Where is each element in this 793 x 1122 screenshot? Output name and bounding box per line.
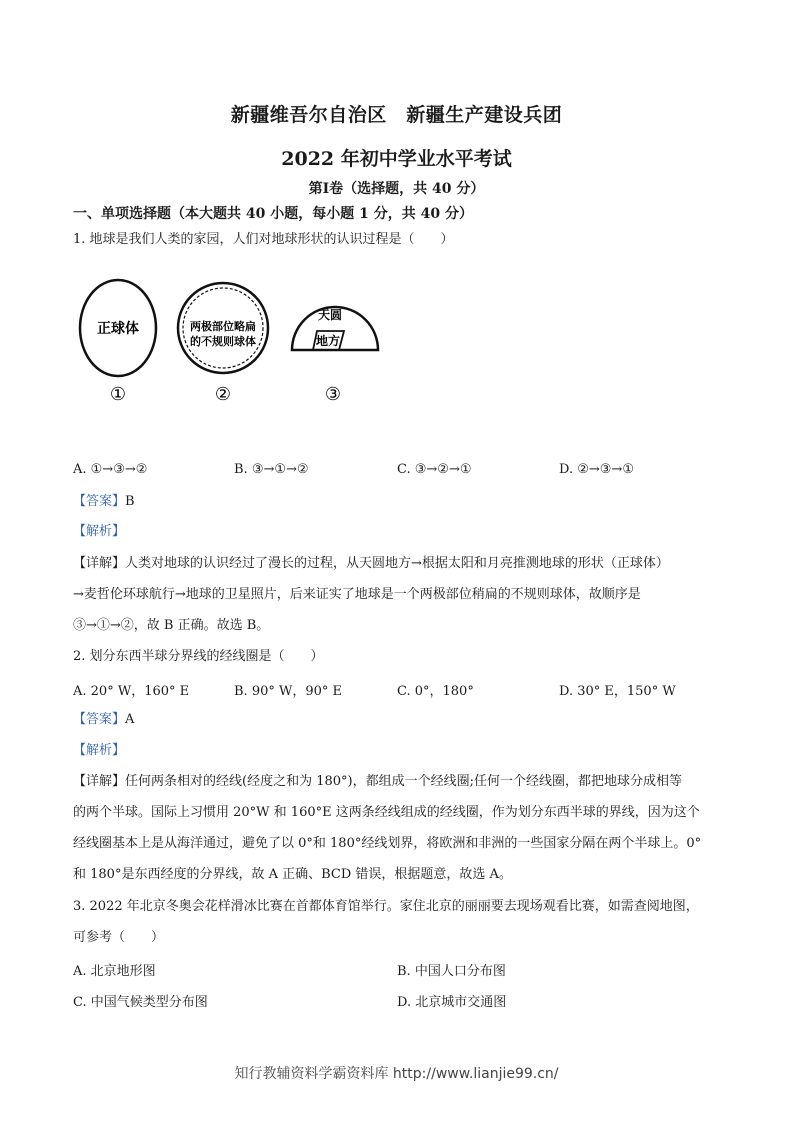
q1-option-c: C. ③→②→①: [397, 462, 472, 477]
q1-detail-line-2: →麦哲伦环球航行→地球的卫星照片，后来证实了地球是一个两极部位稍扁的不规则球体，故顺序是: [73, 587, 641, 602]
detail-tag: 【详解】: [73, 774, 126, 789]
dome-label-bottom: 地方: [315, 334, 341, 348]
q1-analysis-tag: 【解析】: [73, 524, 126, 539]
answer-value: B: [125, 494, 135, 509]
oblate-label-line2: 的不规则球体: [190, 335, 256, 348]
q3-option-a: A. 北京地形图: [73, 964, 156, 979]
q2-option-b: B. 90° W，90° E: [234, 684, 343, 699]
figure-label-1: ①: [109, 384, 127, 405]
oblate-label-line1: 两极部位略扁: [190, 320, 256, 333]
section-heading: 一、单项选择题（本大题共 40 小题，每小题 1 分，共 40 分）: [73, 206, 473, 222]
exam-title-region: 新疆维吾尔自治区 新疆生产建设兵团: [230, 104, 563, 126]
q2-detail-line-3: 经线圈基本上是从海洋通过，避免了以 0°和 180°经线划界，将欧洲和非洲的一些国家分隔在两个半球上。0°: [73, 836, 702, 851]
q2-stem: 2. 划分东西半球分界线的经线圈是（ ）: [73, 649, 324, 664]
q3-option-d: D. 北京城市交通图: [397, 995, 507, 1010]
q2-detail-line-1: [73, 773, 682, 791]
q2-analysis-tag: 【解析】: [73, 743, 126, 758]
answer-value: A: [125, 712, 135, 727]
detail-tag: 【详解】: [73, 556, 126, 571]
volume-heading: 第Ⅰ卷（选择题，共 40 分）: [308, 181, 485, 197]
q2-detail-line-4: 和 180°是东西经度的分界线，故 A 正确、BCD 错误，根据题意，故选 A。: [73, 867, 512, 882]
q1-detail-line-3: ③→①→②，故 B 正确。故选 B。: [73, 618, 270, 633]
q2-option-a: A. 20° W，160° E: [73, 684, 190, 699]
figure-label-2: ②: [214, 384, 232, 405]
footer-watermark: 知行教辅资料学霸资料库 http://www.lianjie99.cn/: [234, 1066, 559, 1082]
q2-option-c: C. 0°，180°: [397, 684, 474, 699]
figure-label-3: ③: [324, 384, 342, 405]
q2-option-d: D. 30° E，150° W: [559, 684, 676, 699]
q1-detail-line-1: [73, 555, 669, 573]
q3-option-b: B. 中国人口分布图: [397, 964, 506, 979]
q1-stem: 1. 地球是我们人类的家园，人们对地球形状的认识过程是（ ）: [73, 232, 454, 247]
q1-option-a: A. ①→③→②: [73, 462, 148, 477]
exam-title-year: 2022 年初中学业水平考试: [281, 148, 512, 170]
sphere-label: 正球体: [97, 321, 139, 337]
dome-label-top: 天圆: [317, 308, 343, 322]
answer-tag: 【答案】: [73, 712, 126, 727]
q2-detail-line-2: 的两个半球。国际上习惯用 20°W 和 160°E 这两条经线组成的经线圈，作为划分东西半球的界线，因为这个: [73, 805, 700, 820]
q2-answer: [73, 711, 134, 729]
q1-earth-shape-figure: [73, 275, 393, 410]
q1-option-b: B. ③→①→②: [234, 462, 309, 477]
detail-text: 任何两条相对的经线(经度之和为 180°)，都组成一个经线圈;任何一个经线圈，都把地球分成相等: [125, 774, 682, 789]
q1-option-d: D. ②→③→①: [559, 462, 634, 477]
q3-option-c: C. 中国气候类型分布图: [73, 995, 208, 1010]
detail-text: 人类对地球的认识经过了漫长的过程，从天圆地方→根据太阳和月亮推测地球的形状（正球体）: [125, 556, 669, 571]
q3-stem-line-1: 3. 2022 年北京冬奥会花样滑冰比赛在首都体育馆举行。家住北京的丽丽要去现场观看比赛，如需查阅地图，: [73, 899, 699, 914]
q1-answer: [73, 493, 135, 511]
answer-tag: 【答案】: [73, 494, 126, 509]
q3-stem-line-2: 可参考（ ）: [73, 930, 165, 945]
